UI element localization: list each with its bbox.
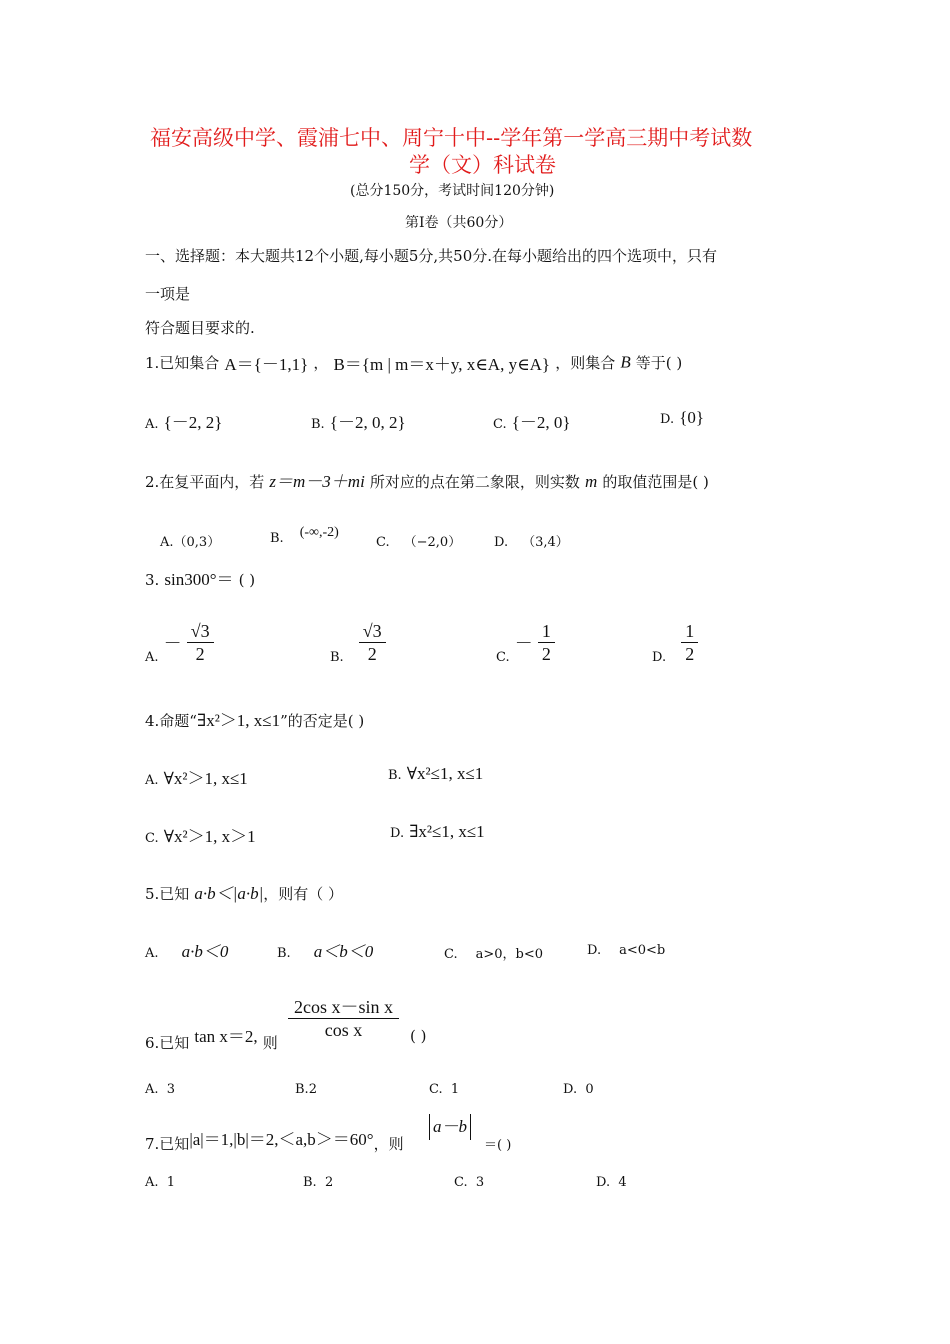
q3-option-c-fraction <box>538 620 555 665</box>
q1-option-b <box>311 408 406 433</box>
page-title-line2: 学（文）科试卷 <box>409 153 556 177</box>
q6-fraction-num: 2cos x－sin x <box>288 996 399 1019</box>
q3-option-c-den: 2 <box>541 644 551 664</box>
q3-option-d-den: 2 <box>685 644 695 664</box>
q2-option-d-label: D. <box>494 535 509 550</box>
q3-option-d <box>652 620 698 665</box>
q4-option-b-label: B. <box>388 768 402 783</box>
q5-option-b-label: B. <box>277 946 291 961</box>
q7-option-d-value: 4 <box>618 1175 627 1190</box>
q2-prefix: 2.在复平面内，若 <box>145 473 265 491</box>
q3-expr: sin300°＝ <box>164 570 234 589</box>
q7-suffix: ＝( ) <box>484 1138 512 1153</box>
q4-option-a-label: A. <box>145 773 159 788</box>
q6-expr: tan x＝2, <box>194 1027 258 1046</box>
q6-fraction-body <box>288 996 399 1041</box>
q4-suffix: ”的否定是( ) <box>280 712 365 730</box>
q1-option-c-label: C. <box>493 417 507 432</box>
q2-mid: 所对应的点在第二象限，则实数 <box>369 473 580 491</box>
q2-option-b-label: B. <box>270 531 284 546</box>
q2-option-c <box>376 531 461 550</box>
q2-option-c-value: （−2,0） <box>403 535 462 550</box>
q6-option-c-label: C. <box>429 1082 443 1097</box>
q1-suffix: 等于( ) <box>635 354 683 372</box>
q6-option-d-label: D. <box>563 1082 578 1097</box>
q6-option-c <box>429 1082 459 1097</box>
q2-option-b <box>270 525 339 547</box>
q3-option-b-num: √3 <box>359 620 386 643</box>
q7-expr: |a|＝1,|b|＝2,＜a,b＞＝60° <box>189 1130 374 1149</box>
q7-option-a-value: 1 <box>166 1175 176 1190</box>
q2-var-m: m <box>585 472 598 491</box>
q6-option-b <box>295 1082 317 1097</box>
q6-fraction-den: cos x <box>324 1020 363 1040</box>
q4-option-c <box>145 822 256 847</box>
q1-option-a-value: {－2, 2} <box>163 413 223 432</box>
q2-option-b-value: (-∞,-2) <box>299 525 339 540</box>
question-7 <box>145 1125 404 1153</box>
q6-then: 则 <box>262 1034 278 1052</box>
q7-option-b <box>303 1175 333 1190</box>
q7-option-c-value: 3 <box>475 1175 485 1190</box>
q3-option-d-num: 1 <box>681 620 698 643</box>
page-subtitle: (总分150分，考试时间120分钟) <box>350 183 555 199</box>
q3-option-d-fraction <box>681 620 698 665</box>
q1-option-b-label: B. <box>311 417 325 432</box>
q1-var-b: B <box>620 352 631 372</box>
q6-option-a-value: 3 <box>166 1082 176 1097</box>
q6-fraction <box>288 996 399 1041</box>
q3-option-d-label: D. <box>652 650 667 665</box>
q5-option-c-label: C. <box>444 947 458 962</box>
q5-suffix: ，则有（ ） <box>263 885 344 903</box>
q3-option-a-fraction <box>187 620 214 665</box>
q4-option-d <box>390 822 485 842</box>
q1-option-c <box>493 408 571 433</box>
q1-suffix-pre: ，则集合 <box>555 354 616 372</box>
q5-option-b-value: a＜b＜0 <box>313 942 374 961</box>
q7-option-d <box>596 1175 627 1190</box>
q5-option-a <box>145 937 228 962</box>
question-5 <box>145 879 343 904</box>
q3-option-c <box>496 620 555 665</box>
question-1 <box>145 350 682 375</box>
q5-option-d <box>587 943 665 958</box>
q7-option-c <box>454 1175 484 1190</box>
intro-line1: 一、选择题：本大题共12个小题,每小题5分,共50分.在每小题给出的四个选项中，只有 <box>145 247 718 265</box>
q2-suffix: 的取值范围是( ) <box>602 473 709 491</box>
q1-set-a: A＝{－1,1} <box>224 355 309 374</box>
q3-option-c-label: C. <box>496 650 510 665</box>
question-2 <box>145 467 709 492</box>
q2-option-a <box>160 531 220 550</box>
q7-option-b-label: B. <box>303 1175 317 1190</box>
q3-option-b-den: 2 <box>367 644 377 664</box>
q4-option-a-value: ∀x²＞1, x≤1 <box>163 769 248 788</box>
q3-suffix: ( ) <box>238 571 256 589</box>
q4-option-a <box>145 764 248 789</box>
q7-option-d-label: D. <box>596 1175 611 1190</box>
q5-option-d-value: a<0<b <box>619 943 666 958</box>
q3-prefix: 3. <box>145 571 160 589</box>
q2-option-a-label: A. <box>160 535 174 550</box>
q6-option-d-value: 0 <box>585 1082 594 1097</box>
q4-expr: ∃x²＞1, x≤1 <box>196 711 281 730</box>
q4-option-c-value: ∀x²＞1, x＞1 <box>163 827 256 846</box>
q2-option-c-label: C. <box>376 535 390 550</box>
q7-abs-expr <box>429 1114 471 1140</box>
q6-option-c-value: 1 <box>450 1082 460 1097</box>
q4-option-b-value: ∀x²≤1, x≤1 <box>406 764 484 783</box>
q7-option-a <box>145 1175 175 1190</box>
q1-option-d-value: {0} <box>679 408 705 427</box>
q5-option-c <box>444 943 543 962</box>
q5-prefix: 5.已知 <box>145 885 190 903</box>
q4-option-c-label: C. <box>145 831 159 846</box>
q5-option-a-value: a·b＜0 <box>181 942 229 961</box>
q6-option-b-value: 2 <box>308 1082 317 1097</box>
q6-prefix: 6.已知 <box>145 1034 190 1052</box>
q5-option-b <box>277 937 373 962</box>
q1-option-d <box>660 408 704 428</box>
q2-option-d <box>494 531 569 550</box>
section-heading: 第Ⅰ卷（共60分） <box>405 215 513 231</box>
q2-option-d-value: （3,4） <box>522 535 569 550</box>
q3-option-a-den: 2 <box>195 644 205 664</box>
q6-suffix: ( ) <box>410 1027 427 1045</box>
q1-set-b: B＝{m | m＝x＋y, x∈A, y∈A} <box>333 355 551 374</box>
q7-option-a-label: A. <box>145 1175 159 1190</box>
intro-line3: 符合题目要求的. <box>145 319 255 337</box>
question-3 <box>145 565 255 590</box>
q1-option-a-label: A. <box>145 417 159 432</box>
q4-option-d-value: ∃x²≤1, x≤1 <box>409 822 485 841</box>
q3-option-c-num: 1 <box>538 620 555 643</box>
q2-option-a-value: （0,3） <box>173 535 221 550</box>
intro-line2: 一项是 <box>145 285 191 303</box>
q1-option-b-value: {－2, 0, 2} <box>329 413 406 432</box>
q3-option-a-num: √3 <box>187 620 214 643</box>
q6-option-b-label: B. <box>295 1082 309 1097</box>
q4-option-d-label: D. <box>390 826 405 841</box>
q7-abs-value: a－b <box>433 1117 467 1136</box>
q7-option-c-label: C. <box>454 1175 468 1190</box>
q6-option-d <box>563 1082 594 1097</box>
q3-option-b-fraction <box>359 620 386 665</box>
q7-prefix: 7.已知 <box>145 1135 190 1153</box>
q3-option-a-sign: － <box>163 633 182 654</box>
question-4 <box>145 706 364 731</box>
q2-expr: z＝m－3＋mi <box>269 472 365 491</box>
q1-option-c-value: {－2, 0} <box>511 413 571 432</box>
q3-option-a-label: A. <box>145 650 159 665</box>
question-6 <box>145 994 278 1052</box>
q1-comma: ， <box>313 354 329 372</box>
q7-then: ，则 <box>373 1135 404 1153</box>
q1-option-d-label: D. <box>660 412 675 427</box>
q1-prefix: 1.已知集合 <box>145 354 220 372</box>
q5-option-a-label: A. <box>145 946 159 961</box>
q6-option-a <box>145 1082 175 1097</box>
q4-option-b <box>388 764 483 784</box>
q3-option-c-sign: － <box>514 633 533 654</box>
q1-option-a <box>145 408 222 433</box>
q3-option-b <box>330 620 386 665</box>
q4-prefix: 4.命题“ <box>145 712 197 730</box>
q3-option-b-label: B. <box>330 650 344 665</box>
page-title-line1: 福安高级中学、霞浦七中、周宁十中--学年第一学高三期中考试数 <box>150 126 753 150</box>
q3-option-a <box>145 620 214 665</box>
q5-expr: a·b＜|a·b| <box>194 884 264 903</box>
q5-option-d-label: D. <box>587 943 602 958</box>
q7-option-b-value: 2 <box>324 1175 334 1190</box>
q6-option-a-label: A. <box>145 1082 159 1097</box>
q5-option-c-value: a>0，b<0 <box>475 947 544 962</box>
